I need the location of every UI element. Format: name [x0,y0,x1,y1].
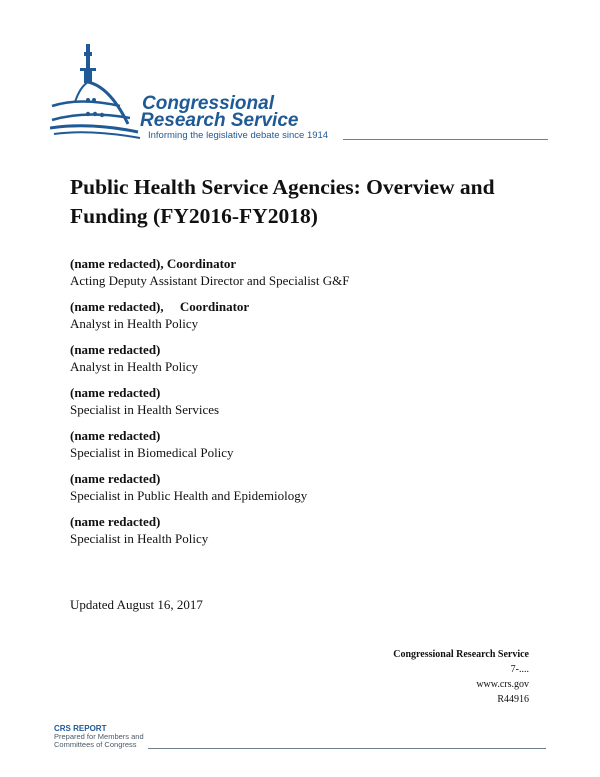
footer [54,725,144,749]
logo-line-2: Research Service [140,110,299,131]
footer-line-2: Committees of Congress [54,740,137,749]
footer-label: CRS REPORT [54,724,107,733]
tagline-rule [343,139,548,140]
author-entry [70,471,540,504]
updated-date: Updated August 16, 2017 [70,597,203,612]
author-role: Specialist in Health Services [70,402,220,417]
author-name: (name redacted) [70,471,161,486]
capitol-dome-icon [50,42,150,142]
document-title: Public Health Service Agencies: Overview and Funding (FY2016-FY2018) [70,175,495,228]
author-list [70,256,540,557]
author-name: (name redacted) [70,428,161,443]
author-entry [70,385,540,418]
author-entry [70,514,540,547]
author-role: Specialist in Health Policy [70,531,209,546]
footer-rule [148,748,546,749]
author-entry [70,299,540,332]
author-role: Analyst in Health Policy [70,359,199,374]
publisher-info [393,647,529,707]
author-name: (name redacted) [70,342,161,357]
author-name: (name redacted) [70,385,161,400]
logo-tagline: Informing the legislative debate since 1914 [148,130,329,141]
footer-line-1: Prepared for Members and [54,732,144,741]
author-role: Specialist in Public Health and Epidemiology [70,488,308,503]
logo-line-1: Congressional [142,93,274,114]
author-name: (name redacted) [70,514,161,529]
author-role: Analyst in Health Policy [70,316,199,331]
publisher-name: Congressional Research Service [393,649,529,660]
website-link[interactable]: www.crs.gov [476,679,529,690]
crs-logo [50,42,550,142]
author-role: Acting Deputy Assistant Director and Specialist G&F [70,273,350,288]
report-id: R44916 [497,694,529,705]
author-name: (name redacted), Coordinator [70,256,237,271]
author-entry [70,428,540,461]
author-entry [70,256,540,289]
author-entry [70,342,540,375]
author-role: Specialist in Biomedical Policy [70,445,234,460]
author-name: (name redacted), Coordinator [70,299,250,314]
report-number: 7-.... [510,664,529,675]
